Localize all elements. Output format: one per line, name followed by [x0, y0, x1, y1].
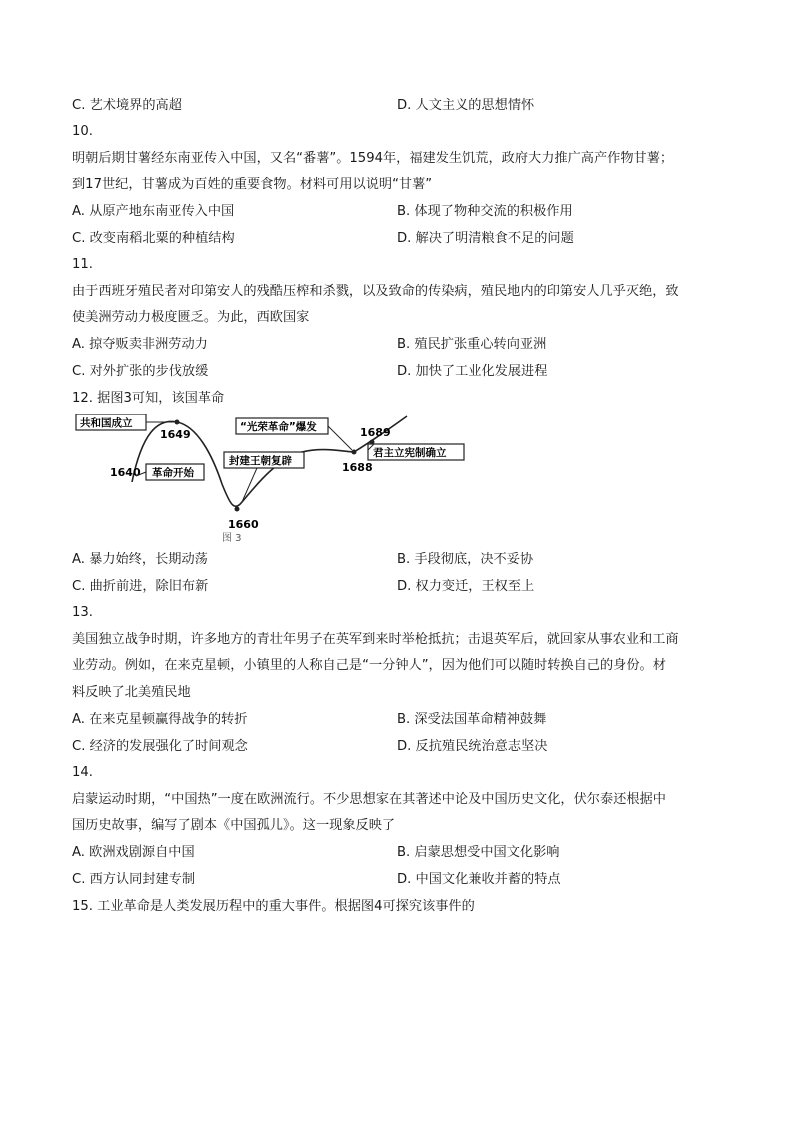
q9-option-c: C. 艺术境界的高超	[72, 98, 182, 113]
q10-option-b: B. 体现了物种交流的积极作用	[397, 204, 573, 219]
q14-stem-line-2: 国历史故事，编写了剧本《中国孤儿》。这一现象反映了	[72, 818, 396, 833]
q13-stem-line-3: 料反映了北美殖民地	[72, 685, 191, 700]
figure-3-label-restoration: 封建王朝复辟	[229, 455, 292, 467]
figure-3-point-1688	[352, 450, 357, 455]
q14-number: 14.	[72, 765, 93, 780]
q12-option-a: A. 暴力始终，长期动荡	[72, 552, 208, 567]
q12-option-b: B. 手段彻底，决不妥协	[397, 552, 534, 567]
figure-3-label-republic: 共和国成立	[80, 417, 133, 429]
q10-stem-line-1: 明朝后期甘薯经东南亚传入中国，又名“番薯”。1594年，福建发生饥荒，政府大力推广高产作物甘薯；	[72, 151, 674, 166]
figure-3-year-1689: 1689	[360, 426, 391, 439]
figure-3-year-1688: 1688	[342, 461, 373, 474]
figure-3-year-1649: 1649	[160, 428, 191, 441]
q13-option-d: D. 反抗殖民统治意志坚决	[397, 739, 548, 754]
q10-option-c: C. 改变南稻北粟的种植结构	[72, 231, 235, 246]
figure-3-point-1660	[235, 507, 240, 512]
q13-stem-line-1: 美国独立战争时期，许多地方的青壮年男子在英军到来时举枪抵抗；击退英军后，就回家从事农业和工商	[72, 632, 679, 647]
figure-3-point-1649	[175, 420, 180, 425]
q9-option-d: D. 人文主义的思想情怀	[397, 98, 535, 113]
figure-3-revolution-timeline	[72, 414, 492, 544]
q14-option-c: C. 西方认同封建专制	[72, 872, 196, 887]
q15-stem: 15. 工业革命是人类发展历程中的重大事件。根据图4可探究该事件的	[72, 899, 475, 914]
q13-option-a: A. 在来克星顿赢得战争的转折	[72, 712, 248, 727]
q13-option-b: B. 深受法国革命精神鼓舞	[397, 712, 547, 727]
figure-3-caption: 图 3	[222, 533, 242, 544]
q11-number: 11.	[72, 257, 93, 272]
q13-number: 13.	[72, 605, 93, 620]
q14-option-b: B. 启蒙思想受中国文化影响	[397, 845, 560, 860]
q11-option-b: B. 殖民扩张重心转向亚洲	[397, 337, 547, 352]
q11-option-a: A. 掠夺贩卖非洲劳动力	[72, 337, 208, 352]
q10-stem-line-2: 到17世纪，甘薯成为百姓的重要食物。材料可用以说明“甘薯”	[72, 177, 433, 192]
q10-option-d: D. 解决了明清粮食不足的问题	[397, 231, 574, 246]
figure-3-label-constitutional: 君主立宪制确立	[373, 447, 447, 459]
q14-option-d: D. 中国文化兼收并蓄的特点	[397, 872, 561, 887]
figure-3-label-glorious-revolution: “光荣革命”爆发	[240, 421, 317, 433]
q12-stem: 12. 据图3可知，该国革命	[72, 391, 225, 406]
q11-stem-line-1: 由于西班牙殖民者对印第安人的残酷压榨和杀戮，以及致命的传染病，殖民地内的印第安人几乎灭绝，致	[72, 284, 679, 299]
q10-number: 10.	[72, 124, 93, 139]
q13-stem-line-2: 业劳动。例如，在来克星顿，小镇里的人称自己是“一分钟人”，因为他们可以随时转换自己的身份。材	[72, 658, 666, 673]
q12-option-d: D. 权力变迁，王权至上	[397, 579, 535, 594]
q10-option-a: A. 从原产地东南亚传入中国	[72, 204, 235, 219]
q12-option-c: C. 曲折前进，除旧布新	[72, 579, 209, 594]
q14-stem-line-1: 启蒙运动时期，“中国热”一度在欧洲流行。不少思想家在其著述中论及中国历史文化，伏尔泰还根据中	[72, 792, 666, 807]
q11-stem-line-2: 使美洲劳动力极度匮乏。为此，西欧国家	[72, 310, 310, 325]
q11-option-c: C. 对外扩张的步伐放缓	[72, 364, 209, 379]
figure-3-label-revolution-start: 革命开始	[152, 467, 194, 479]
q11-option-d: D. 加快了工业化发展进程	[397, 364, 548, 379]
q13-option-c: C. 经济的发展强化了时间观念	[72, 739, 248, 754]
q14-option-a: A. 欧洲戏剧源自中国	[72, 845, 195, 860]
figure-3-year-1660: 1660	[228, 518, 259, 531]
figure-3-year-1640: 1640	[110, 466, 141, 479]
